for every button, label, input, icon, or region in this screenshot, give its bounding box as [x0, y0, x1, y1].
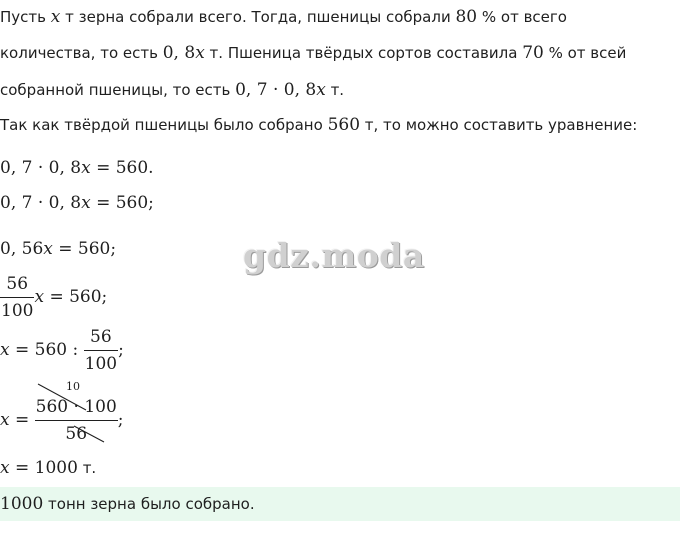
- text-fragment: Пусть: [0, 8, 51, 26]
- cancelled-number: 560: [35, 397, 69, 417]
- math-expression: = 560;: [44, 287, 108, 307]
- math-var: x: [50, 7, 61, 27]
- math-number: 80: [455, 7, 478, 27]
- math-expression: = 560 :: [9, 340, 84, 360]
- math-number: 70: [522, 43, 544, 63]
- cancelled-denominator: 56: [35, 420, 118, 445]
- text-fragment: % от всего: [477, 8, 567, 26]
- math-var: x: [34, 287, 45, 307]
- answer-number: 1000: [0, 494, 44, 514]
- math-var: x: [81, 158, 91, 178]
- answer-text: тонн зерна было собрано.: [43, 495, 255, 513]
- math-var: x: [195, 43, 205, 63]
- math-expression: = 560.: [90, 158, 154, 178]
- text-fragment: т зерна собрали всего. Тогда, пшеницы собрали: [60, 8, 456, 26]
- math-number: 560: [327, 115, 361, 135]
- math-expression: · 100: [68, 397, 117, 417]
- math-expression: =: [9, 410, 35, 430]
- math-var: x: [43, 239, 53, 259]
- fraction-denominator: 100: [84, 350, 118, 375]
- math-expression: 0, 56: [0, 239, 44, 259]
- math-var: x: [316, 80, 326, 100]
- math-number: 0, 8: [162, 43, 196, 63]
- cancel-stroke-denominator: [74, 426, 104, 442]
- text-fragment: т.: [325, 81, 345, 99]
- math-expression: ;: [117, 410, 124, 430]
- equation-7: [0, 457, 96, 479]
- reduced-value: 10: [66, 380, 80, 393]
- text-fragment: т. Пшеница твёрдых сортов составила: [204, 44, 523, 62]
- answer-line: [0, 494, 255, 514]
- math-expression: 0, 7 · 0, 8: [235, 80, 317, 100]
- cancel-stroke-numerator: [38, 384, 86, 410]
- fraction-numerator: 56: [90, 327, 112, 347]
- math-var: x: [0, 458, 10, 478]
- text-fragment: % от всей: [543, 44, 627, 62]
- unit-label: т.: [77, 459, 97, 477]
- math-expression: = 560;: [90, 193, 154, 213]
- math-expression: = 560;: [52, 239, 117, 259]
- text-fragment: собранной пшеницы, то есть: [0, 81, 236, 99]
- math-var: x: [0, 410, 10, 430]
- watermark-logo: gdz.moda: [243, 236, 425, 275]
- math-expression: 0, 7 · 0, 8: [0, 193, 82, 213]
- math-expression: = 1000: [9, 458, 78, 478]
- text-fragment: т, то можно составить уравнение:: [360, 116, 638, 134]
- math-var: x: [0, 340, 10, 360]
- fraction-denominator: 100: [0, 297, 34, 322]
- math-var: x: [81, 193, 91, 213]
- text-fragment: количества, то есть: [0, 44, 163, 62]
- fraction-numerator: 56: [6, 274, 29, 294]
- text-fragment: Так как твёрдой пшеницы было собрано: [0, 116, 328, 134]
- math-expression: ;: [118, 340, 124, 360]
- math-expression: 0, 7 · 0, 8: [0, 158, 82, 178]
